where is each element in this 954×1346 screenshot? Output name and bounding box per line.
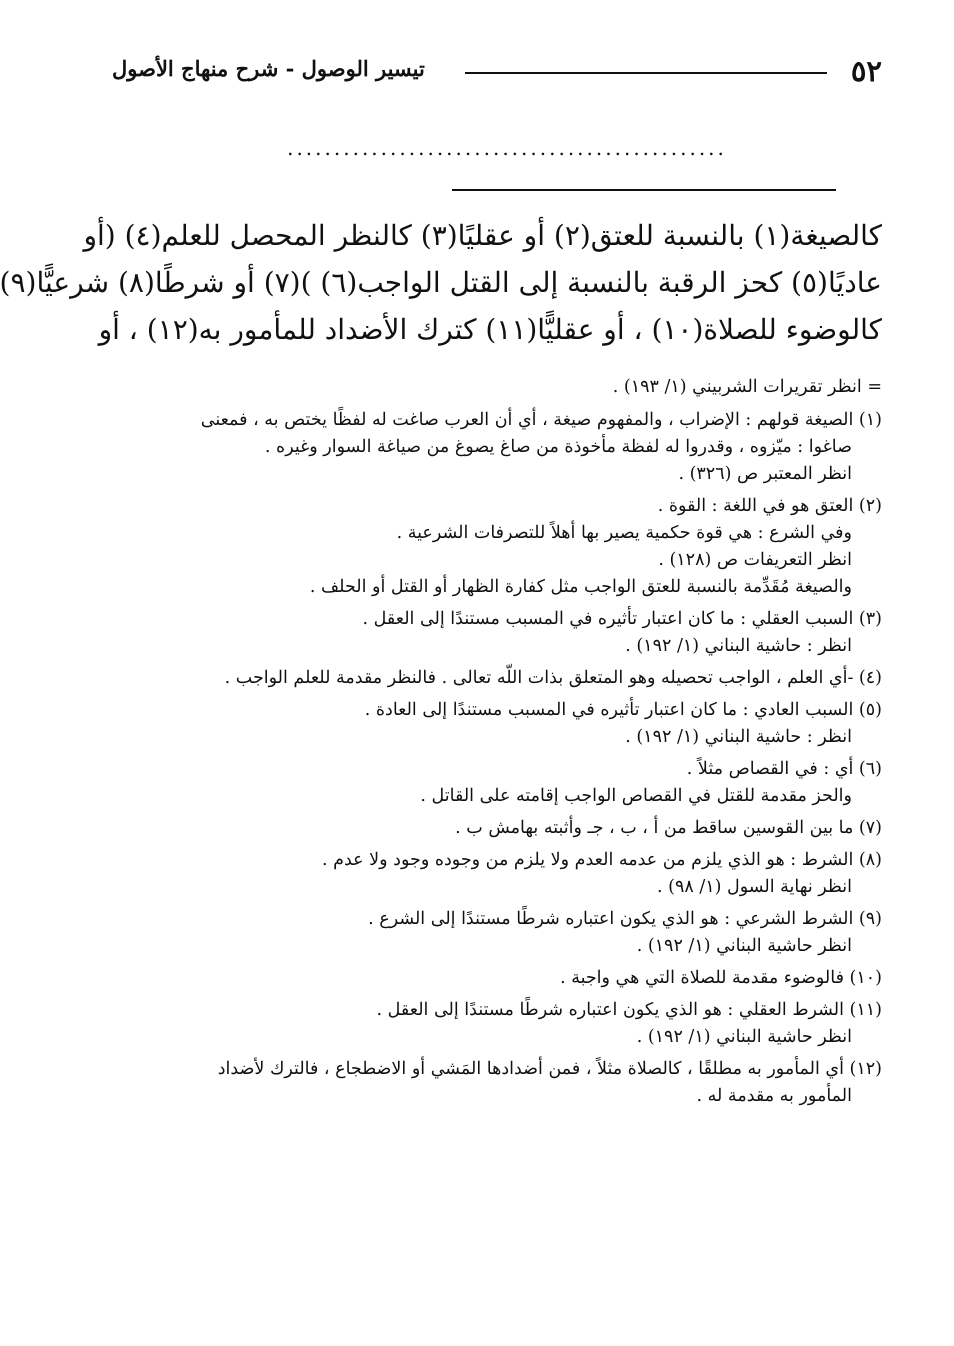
footnote-9 [117,906,882,960]
footnote-line: (٩) الشرط الشرعي : هو الذي يكون اعتباره شرطًا مستندًا إلى الشرع . [368,909,882,929]
footnote-continuation: = انظر تقريرات الشربيني (١/ ١٩٣) . [612,377,882,397]
footnote-line: (٣) السبب العقلي : ما كان اعتبار تأثيره في المسبب مستندًا إلى العقل . [362,609,882,629]
footnote-line: صاغوا : ميّزوه ، وقدروا له لفظة مأخوذة من صاغ يصوغ من صياغة السوار وغيره . [264,437,852,457]
section-rule [452,189,836,191]
footnote-line: المأمور به مقدمة له . [696,1086,852,1106]
footnote-5 [117,697,882,751]
footnote-12 [117,1056,882,1110]
footnote-line: (١١) الشرط العقلي : هو الذي يكون اعتباره شرطًا مستندًا إلى العقل . [376,1000,882,1020]
footnote-line: وفي الشرع : هي قوة حكمية يصير بها أهلاً للتصرفات الشرعية . [396,523,852,543]
footnote-line: (٨) الشرط : هو الذي يلزم من عدمه العدم ولا يلزم من وجوده وجود ولا عدم . [322,850,882,870]
footnote-line: (١) الصيغة قولهم : الإضراب ، والمفهوم صيغة ، أي أن العرب صاغت له لفظًا يختص به ، فمعنى [200,410,882,430]
footnote-line: (١٠) فالوضوء مقدمة للصلاة التي هي واجبة . [560,968,882,988]
footnote-line: والحز مقدمة للقتل في القصاص الواجب إقامته على القاتل . [420,786,852,806]
running-title: تيسير الوصول - شرح منهاج الأصول [112,56,425,81]
footnote-2 [117,493,882,601]
footnotes [117,374,882,1115]
footnote-line: انظر التعريفات ص (١٢٨) . [658,550,852,570]
footnote-line: انظر حاشية البناني (١/ ١٩٢) . [636,936,852,956]
footnote-line: (٢) العتق هو في اللغة : القوة . [657,496,882,516]
footnote-11 [117,997,882,1051]
main-text-line: كالوضوء للصلاة(١٠) ، أو عقليًّا(١١) كترك الأضداد للمأمور به(١٢) ، أو [98,313,882,346]
footnote-line: انظر : حاشية البناني (١/ ١٩٢) . [625,727,852,747]
footnote-line: انظر نهاية السول (١/ ٩٨) . [657,877,852,897]
footnote-6 [117,756,882,810]
main-text [0,212,882,353]
footnote-10 [117,965,882,992]
page-header [112,50,882,90]
page-number: ٥٢ [850,54,882,88]
footnote-line: (١٢) أي المأمور به مطلقًا ، كالصلاة مثلاً ، فمن أضدادها المَشي أو الاضطجاع ، فالترك لأضداد [217,1059,882,1079]
footnote-line: (٦) أي : في القصاص مثلاً . [686,759,882,779]
footnote-line: (٥) السبب العادي : ما كان اعتبار تأثيره في المسبب مستندًا إلى العادة . [364,700,882,720]
footnote-7 [117,815,882,842]
footnote-3 [117,606,882,660]
footnote-line: انظر المعتبر ص (٣٢٦) . [678,464,852,484]
footnote-8 [117,847,882,901]
footnote-line: انظر : حاشية البناني (١/ ١٩٢) . [625,636,852,656]
ellipsis-separator: ............................................... [287,136,727,160]
footnote-1 [117,407,882,488]
header-rule [465,72,827,74]
footnote-line: (٧) ما بين القوسين ساقط من أ ، ب ، جـ وأثبته بهامش ب . [455,818,882,838]
footnote-line: والصيغة مُقَدِّمة بالنسبة للعتق الواجب مثل كفارة الظهار أو القتل أو الحلف . [309,577,852,597]
main-text-line: كالصيغة(١) بالنسبة للعتق(٢) أو عقليًا(٣) كالنظر المحصل للعلم(٤) (أو [83,219,882,252]
main-text-line: عاديًا(٥) كحز الرقبة بالنسبة إلى القتل الواجب(٦) )(٧) أو شرطًا(٨) شرعيًّا(٩) [0,266,882,299]
footnote-line: (٤) -أي العلم ، الواجب تحصيله وهو المتعلق بذات اللّه تعالى . فالنظر مقدمة للعلم الواجب . [224,668,882,688]
footnote-line: انظر حاشية البناني (١/ ١٩٢) . [636,1027,852,1047]
footnote-4 [117,665,882,692]
